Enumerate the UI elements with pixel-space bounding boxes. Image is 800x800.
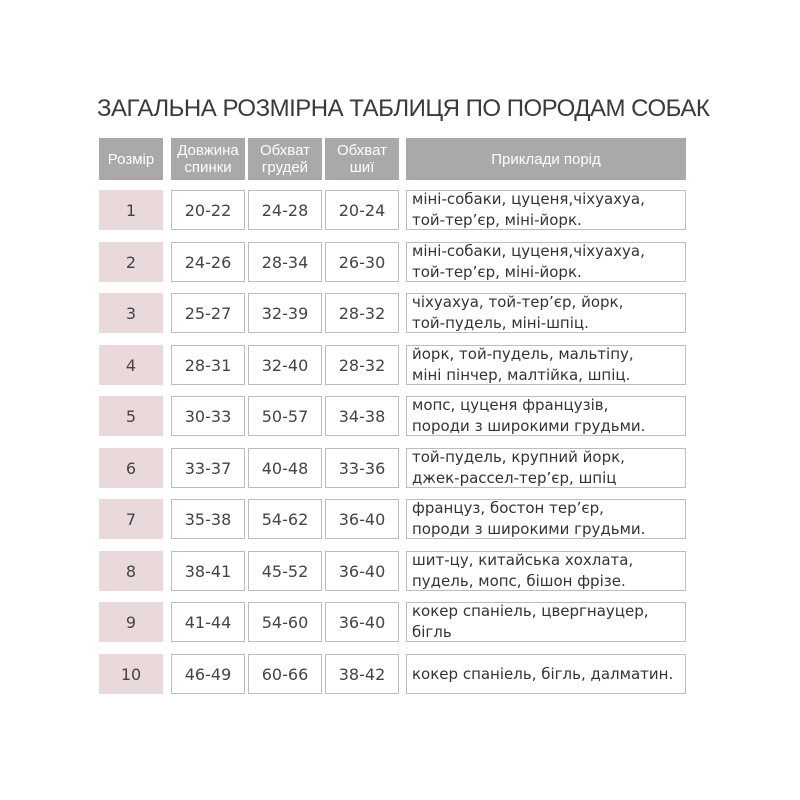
back-length-cell: 38-41 [171, 551, 245, 591]
neck-cell: 36-40 [325, 602, 399, 642]
neck-cell: 36-40 [325, 499, 399, 539]
back-length-cell: 25-27 [171, 293, 245, 333]
neck-cell: 26-30 [325, 242, 399, 282]
breeds-cell: чіхуахуа, той-тер’єр, йорк, той-пудель, міні-шпіц. [406, 293, 686, 333]
breeds-cell: мопс, цуценя французів, породи з широкими грудьми. [406, 396, 686, 436]
neck-cell: 36-40 [325, 551, 399, 591]
size-cell: 6 [99, 448, 163, 488]
size-cell: 1 [99, 190, 163, 230]
header-back-length: Довжина спинки [171, 138, 245, 180]
back-length-cell: 30-33 [171, 396, 245, 436]
chest-cell: 54-62 [248, 499, 322, 539]
size-cell: 4 [99, 345, 163, 385]
size-cell: 3 [99, 293, 163, 333]
breeds-cell: йорк, той-пудель, мальтіпу, міні пінчер, малтійка, шпіц. [406, 345, 686, 385]
back-length-cell: 41-44 [171, 602, 245, 642]
chest-cell: 50-57 [248, 396, 322, 436]
size-cell: 5 [99, 396, 163, 436]
chest-cell: 24-28 [248, 190, 322, 230]
header-chest: Обхват грудей [248, 138, 322, 180]
breeds-cell: кокер спаніель, бігль, далматин. [406, 654, 686, 694]
neck-cell: 38-42 [325, 654, 399, 694]
neck-cell: 28-32 [325, 345, 399, 385]
back-length-cell: 33-37 [171, 448, 245, 488]
size-cell: 10 [99, 654, 163, 694]
back-length-cell: 24-26 [171, 242, 245, 282]
header-size: Розмір [99, 138, 163, 180]
breeds-cell: міні-собаки, цуценя,чіхуахуа, той-тер’єр, міні-йорк. [406, 190, 686, 230]
chest-cell: 32-40 [248, 345, 322, 385]
chest-cell: 45-52 [248, 551, 322, 591]
breeds-cell: кокер спаніель, цвергнауцер, бігль [406, 602, 686, 642]
header-breeds: Приклади порід [406, 138, 686, 180]
back-length-cell: 28-31 [171, 345, 245, 385]
breeds-cell: шит-цу, китайська хохлата, пудель, мопс, бішон фрізе. [406, 551, 686, 591]
header-neck: Обхват шиї [325, 138, 399, 180]
size-cell: 9 [99, 602, 163, 642]
back-length-cell: 35-38 [171, 499, 245, 539]
chest-cell: 60-66 [248, 654, 322, 694]
neck-cell: 34-38 [325, 396, 399, 436]
size-cell: 2 [99, 242, 163, 282]
breeds-cell: француз, бостон тер’єр, породи з широкими грудьми. [406, 499, 686, 539]
chest-cell: 54-60 [248, 602, 322, 642]
page-title: ЗАГАЛЬНА РОЗМІРНА ТАБЛИЦЯ ПО ПОРОДАМ СОБАК [97, 95, 710, 122]
chest-cell: 40-48 [248, 448, 322, 488]
breeds-cell: міні-собаки, цуценя,чіхуахуа, той-тер’єр, міні-йорк. [406, 242, 686, 282]
chest-cell: 28-34 [248, 242, 322, 282]
back-length-cell: 20-22 [171, 190, 245, 230]
neck-cell: 28-32 [325, 293, 399, 333]
neck-cell: 20-24 [325, 190, 399, 230]
back-length-cell: 46-49 [171, 654, 245, 694]
chest-cell: 32-39 [248, 293, 322, 333]
breeds-cell: той-пудель, крупний йорк, джек-рассел-тер’єр, шпіц [406, 448, 686, 488]
neck-cell: 33-36 [325, 448, 399, 488]
size-cell: 8 [99, 551, 163, 591]
size-cell: 7 [99, 499, 163, 539]
